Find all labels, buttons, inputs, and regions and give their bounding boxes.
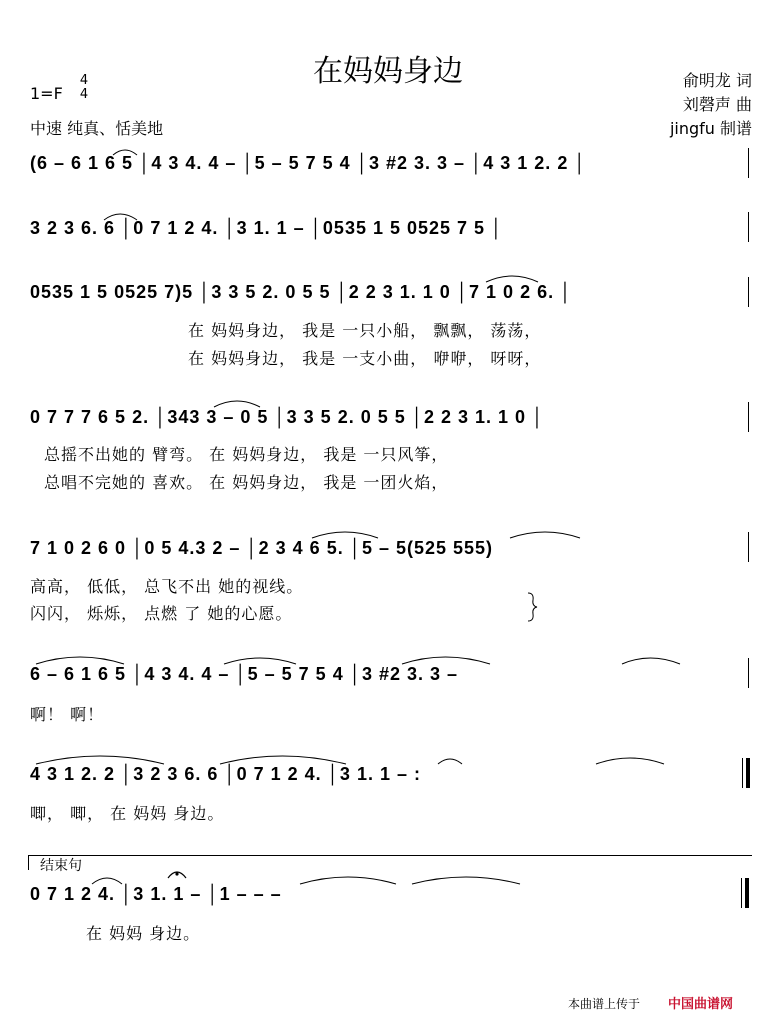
- time-signature-bottom: 4: [79, 87, 89, 102]
- notation-line-3: 0535 1 5 0525 7)5 │3 3 5 2. 0 5 5 │2 2 3 1. 1 0 │7 1 0 2 6. │: [30, 282, 573, 302]
- slur: [113, 150, 137, 155]
- lyric-line-7: 唧， 唧， 在 妈妈 身边。: [30, 804, 225, 823]
- lyric-line-3-verse-1: 在 妈妈身边， 我是 一只小船， 飘飘， 荡荡，: [188, 321, 542, 340]
- slur: [312, 532, 378, 538]
- slur: [36, 657, 124, 664]
- slur: [412, 877, 520, 884]
- slur: [402, 657, 490, 664]
- lyric-line-4-verse-2: 总唱不完她的 喜欢。 在 妈妈身边， 我是 一团火焰，: [44, 473, 449, 492]
- slur: [36, 756, 164, 764]
- notation-line-1: (6 – 6 1 6 5 │4 3 4. 4 – │5 – 5 7 5 4 │3 #2 3. 3 – │4 3 1 2. 2 │: [30, 153, 587, 173]
- slur: [224, 658, 296, 664]
- slur: [622, 658, 680, 664]
- slur: [510, 532, 580, 538]
- notation-line-7: 4 3 1 2. 2 │3 2 3 6. 6 │0 7 1 2 4. │3 1. 1 – :: [30, 764, 421, 784]
- lyric-line-5-verse-1: 高高， 低低， 总飞不出 她的视线。: [30, 577, 304, 596]
- slur: [438, 759, 462, 764]
- lyric-line-5-verse-2: 闪闪， 烁烁， 点燃 了 她的心愿。: [30, 604, 293, 623]
- key-signature: 1=F: [30, 84, 63, 103]
- slur: [92, 878, 122, 884]
- lyric-line-4-verse-1: 总摇不出她的 臂弯。 在 妈妈身边， 我是 一只风筝，: [44, 445, 449, 464]
- site-logo[interactable]: [668, 993, 733, 1012]
- song-title: 在妈妈身边: [313, 54, 463, 89]
- slur: [104, 214, 137, 220]
- notation-line-5: 7 1 0 2 6 0 │0 5 4.3 2 – │2 3 4 6 5. │5 – 5(525 555): [30, 538, 494, 558]
- lyric-line-3-verse-2: 在 妈妈身边， 我是 一支小曲， 咿咿， 呀呀，: [188, 349, 542, 368]
- lyric-line-8: 在 妈妈 身边。: [86, 924, 201, 943]
- notation-line-4: 0 7 7 7 6 5 2. │343 3 – 0 5 │3 3 5 2. 0 5 5 │2 2 3 1. 1 0 │: [30, 407, 545, 427]
- slur: [220, 756, 346, 764]
- tempo-marking: 中速 纯真、恬美地: [30, 119, 164, 138]
- slur: [214, 401, 260, 407]
- slur: [300, 877, 396, 884]
- notation-line-6: 6 – 6 1 6 5 │4 3 4. 4 – │5 – 5 7 5 4 │3 #2 3. 3 –: [30, 664, 459, 684]
- composer-credit: 刘磬声 曲: [682, 95, 752, 114]
- lyric-line-6: 啊！ 啊！: [30, 705, 105, 724]
- footer-upload-note: 本曲谱上传于: [568, 997, 641, 1011]
- time-signature-top: 4: [79, 73, 89, 88]
- slur: [486, 276, 538, 282]
- lyricist-credit: 俞明龙 词: [682, 71, 752, 90]
- fermata-dot: [175, 872, 178, 875]
- notation-line-8: 0 7 1 2 4. │3 1. 1 – │1 – – –: [30, 884, 282, 904]
- notation-line-2: 3 2 3 6. 6 │0 7 1 2 4. │3 1. 1 – │0535 1 5 0525 7 5 │: [30, 218, 504, 238]
- site-logo-text: 中国曲谱网: [668, 997, 734, 1012]
- ending-label: 结束句: [40, 858, 82, 874]
- slur: [596, 758, 664, 764]
- verse-brace: [528, 593, 537, 621]
- transcriber-credit: jingfu 制谱: [669, 119, 752, 138]
